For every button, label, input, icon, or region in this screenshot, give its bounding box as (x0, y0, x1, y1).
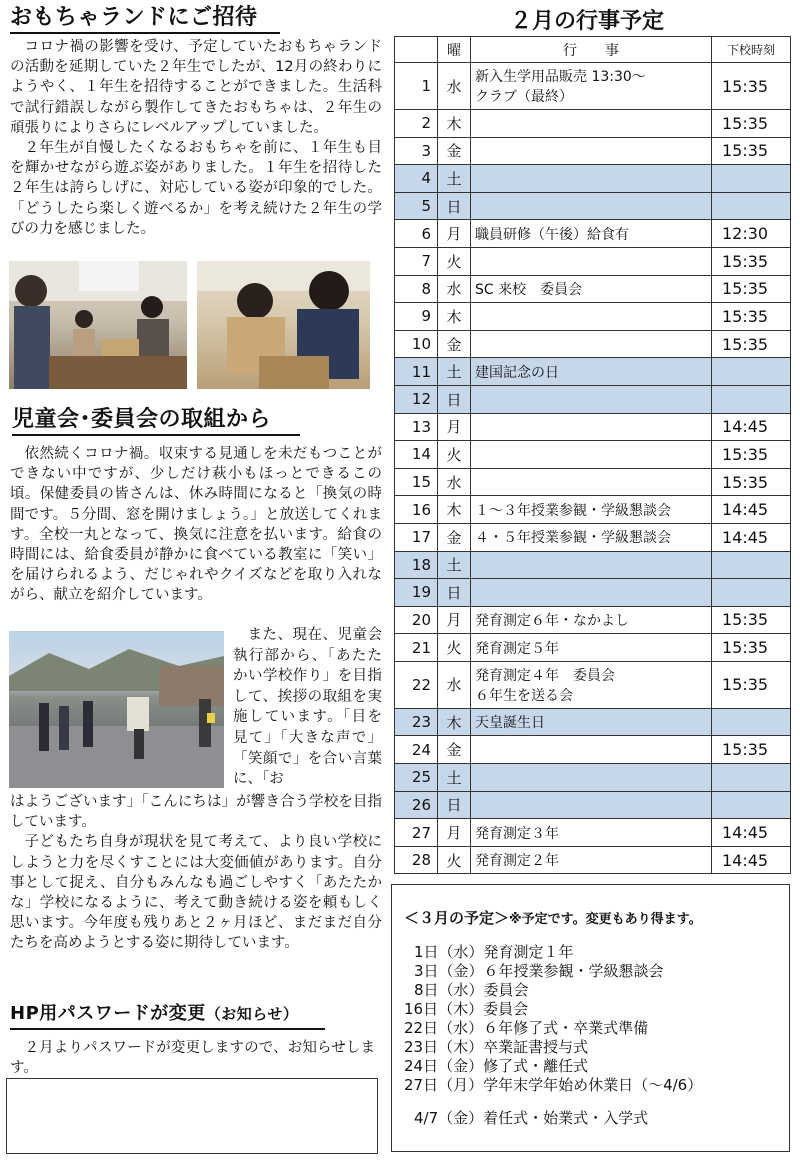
schedule-day: 17 (395, 523, 438, 551)
schedule-row (395, 137, 791, 165)
schedule-time: 15:35 (712, 468, 791, 496)
password-paragraph: ２月よりパスワードが変更しますので、お知らせします。 (10, 1040, 375, 1077)
schedule-event (471, 523, 712, 551)
header-event: 行 事 (471, 37, 712, 63)
schedule-event (471, 441, 712, 469)
schedule-event (471, 661, 712, 708)
schedule-weekday: 水 (438, 63, 471, 110)
schedule-weekday: 火 (438, 441, 471, 469)
schedule-time (712, 791, 791, 819)
schedule-weekday: 金 (438, 736, 471, 764)
schedule-event-line: 発育測定４年 委員会 (475, 667, 615, 684)
schedule-day: 26 (395, 791, 438, 819)
schedule-event (471, 413, 712, 441)
schedule-day: 24 (395, 736, 438, 764)
schedule-day: 27 (395, 819, 438, 847)
toyland-paragraph-2: ２年生が自慢したくなるおもちゃを前に、１年生も目を輝かせながら遊ぶ姿がありました。１年生を招待した２年生は誇らしげに、対応している姿が印象的でした。「どうしたら楽しく遊べるか」を考え続けた２年生の学びの力を感じました。 (10, 140, 382, 237)
schedule-day: 11 (395, 358, 438, 386)
schedule-weekday: 木 (438, 110, 471, 138)
schedule-row (395, 634, 791, 662)
schedule-event-line-2: クラブ（最終） (475, 89, 573, 105)
march-item: 24日（金）修了式・離任式 (404, 1057, 589, 1075)
toyland-heading: おもちゃランドにご招待 (10, 4, 280, 34)
committee-paragraph-1: 依然続くコロナ禍。収束する見通しを未だもつことができない中ですが、少しだけ萩小もほっとできるこの頃。保健委員の皆さんは、休み時間になると「換気の時間です。５分間、窓を開けましょう。」と放送してくれます。全校一丸となって、換気に注意を払います。給食の時間には、給食委員が静かに食べている教室に「笑い」を届けられるよう、だじゃれやクイズなどを取り入れながら、献立を紹介しています。 (10, 446, 382, 604)
password-article (10, 1038, 375, 1078)
schedule-event-line: 天皇誕生日 (475, 715, 545, 732)
schedule-time (712, 551, 791, 579)
schedule-day: 9 (395, 303, 438, 331)
schedule-time (712, 579, 791, 607)
schedule-time (712, 385, 791, 413)
schedule-day: 19 (395, 579, 438, 607)
schedule-weekday: 金 (438, 523, 471, 551)
march-item: 16日（木）委員会 (404, 1000, 529, 1018)
schedule-day: 7 (395, 247, 438, 275)
schedule-time: 15:35 (712, 634, 791, 662)
march-item: 1日（水）発育測定１年 (414, 943, 574, 961)
schedule-event-line: 発育測定３年 (475, 825, 559, 842)
header-dismissal-time: 下校時刻 (712, 37, 791, 63)
schedule-row (395, 764, 791, 792)
march-item: 3日（金）６年授業参観・学級懇談会 (414, 962, 664, 980)
schedule-time: 14:45 (712, 846, 791, 874)
march-schedule-box (391, 884, 790, 1152)
schedule-weekday: 日 (438, 579, 471, 607)
schedule-time: 12:30 (712, 220, 791, 248)
schedule-day: 12 (395, 385, 438, 413)
toyland-photo-left (9, 261, 187, 389)
schedule-row (395, 358, 791, 386)
schedule-row (395, 441, 791, 469)
schedule-weekday: 木 (438, 303, 471, 331)
schedule-event (471, 247, 712, 275)
schedule-event (471, 137, 712, 165)
schedule-event-line: １〜３年授業参観・学級懇談会 (475, 502, 671, 519)
schedule-day: 16 (395, 496, 438, 524)
schedule-weekday: 金 (438, 137, 471, 165)
schedule-event (471, 606, 712, 634)
march-item-entrance: 4/7（金）着任式・始業式・入学式 (414, 1109, 649, 1127)
toyland-paragraph-1: コロナ禍の影響を受け、予定していたおもちゃランドの活動を延期していた２年生でしたが、12月の終わりにようやく、１年生を招待することができました。生活科で試行錯誤しながら製作してきたおもちゃは、２年生の頑張りによりさらにレベルアップしていました。 (10, 39, 382, 136)
schedule-weekday: 土 (438, 551, 471, 579)
schedule-event-line: 発育測定６年・なかよし (475, 612, 629, 629)
schedule-weekday: 火 (438, 634, 471, 662)
schedule-weekday: 土 (438, 358, 471, 386)
schedule-day: 14 (395, 441, 438, 469)
schedule-weekday: 水 (438, 275, 471, 303)
schedule-time (712, 358, 791, 386)
greeting-activity-illustration (9, 631, 224, 788)
schedule-day: 18 (395, 551, 438, 579)
schedule-row (395, 468, 791, 496)
schedule-time: 15:35 (712, 137, 791, 165)
header-day (395, 37, 438, 63)
march-item: 27日（月）学年末学年始め休業日（〜4/6） (404, 1076, 703, 1094)
march-item: 22日（水）６年修了式・卒業式準備 (404, 1019, 649, 1037)
schedule-event-line: ４・５年授業参観・学級懇談会 (475, 530, 671, 547)
schedule-time (712, 192, 791, 220)
children-playing-illustration (9, 261, 187, 389)
schedule-event-line: 建国記念の日 (475, 364, 559, 381)
schedule-row (395, 192, 791, 220)
schedule-row (395, 247, 791, 275)
schedule-event (471, 330, 712, 358)
schedule-weekday: 土 (438, 764, 471, 792)
schedule-event (471, 110, 712, 138)
toyland-article (10, 37, 382, 239)
schedule-day: 23 (395, 708, 438, 736)
schedule-time: 14:45 (712, 523, 791, 551)
schedule-time (712, 165, 791, 193)
password-heading-title: HP用パスワードが変更 (10, 1003, 206, 1024)
schedule-event-line: SC 来校 委員会 (475, 281, 583, 298)
schedule-row (395, 165, 791, 193)
schedule-weekday: 火 (438, 846, 471, 874)
committee-paragraph-2a: また、現在、児童会執行部から、「あたたかい学校作り」を目指して、挨拶の取組を実施しています。「目を見て」「大きな声で」「笑顔で」を合い言葉に、「お (233, 627, 382, 788)
schedule-day: 5 (395, 192, 438, 220)
february-schedule-table (394, 36, 791, 874)
schedule-row (395, 275, 791, 303)
schedule-time: 14:45 (712, 496, 791, 524)
schedule-time (712, 764, 791, 792)
schedule-event (471, 551, 712, 579)
schedule-weekday: 日 (438, 192, 471, 220)
schedule-row (395, 385, 791, 413)
committee-article (10, 444, 382, 606)
schedule-event (471, 63, 712, 110)
schedule-weekday: 水 (438, 661, 471, 708)
password-box (6, 1078, 378, 1154)
schedule-time: 15:35 (712, 275, 791, 303)
schedule-event (471, 385, 712, 413)
schedule-weekday: 日 (438, 791, 471, 819)
schedule-event (471, 708, 712, 736)
schedule-header-row (395, 37, 791, 63)
schedule-weekday: 金 (438, 330, 471, 358)
march-title: ＜３月の予定＞※予定です。変更もあり得ます。 (404, 909, 702, 927)
children-building-illustration (197, 261, 370, 389)
schedule-time: 15:35 (712, 736, 791, 764)
schedule-day: 2 (395, 110, 438, 138)
schedule-row (395, 523, 791, 551)
schedule-time: 15:35 (712, 63, 791, 110)
schedule-weekday: 火 (438, 247, 471, 275)
schedule-row (395, 708, 791, 736)
schedule-weekday: 土 (438, 165, 471, 193)
schedule-event (471, 736, 712, 764)
schedule-weekday: 月 (438, 819, 471, 847)
schedule-event (471, 846, 712, 874)
schedule-event (471, 192, 712, 220)
schedule-row (395, 606, 791, 634)
schedule-row (395, 736, 791, 764)
schedule-weekday: 月 (438, 220, 471, 248)
schedule-event-line: 職員研修（午後）給食有 (475, 226, 629, 243)
schedule-event (471, 303, 712, 331)
schedule-event (471, 496, 712, 524)
schedule-event (471, 468, 712, 496)
schedule-weekday: 水 (438, 468, 471, 496)
schedule-day: 1 (395, 63, 438, 110)
schedule-row (395, 819, 791, 847)
march-note: ※予定です。変更もあり得ます。 (509, 912, 702, 927)
schedule-day: 8 (395, 275, 438, 303)
schedule-event (471, 634, 712, 662)
schedule-event (471, 791, 712, 819)
schedule-row (395, 413, 791, 441)
password-heading-note: （お知らせ） (205, 1005, 299, 1023)
schedule-time: 14:45 (712, 819, 791, 847)
committee-article-cont (10, 792, 382, 954)
schedule-day: 3 (395, 137, 438, 165)
password-heading (10, 1000, 325, 1030)
schedule-day: 28 (395, 846, 438, 874)
schedule-day: 10 (395, 330, 438, 358)
schedule-event (471, 764, 712, 792)
schedule-row (395, 551, 791, 579)
schedule-row (395, 110, 791, 138)
schedule-row (395, 220, 791, 248)
committee-paragraph-2b: はようございます」「こんにちは」が響き合う学校を目指しています。 (10, 794, 382, 831)
committee-paragraph-3: 子どもたち自身が現状を見て考えて、より良い学校にしようと力を尽くすことには大変価値があります。自分事として捉え、自分もみんなも過ごしやすく「あたたかな」学校になるように、考えて動き続ける姿を頼もしく思います。今年度も残りあと２ヶ月ほど、まだまだ自分たちを高めようとする姿に期待しています。 (10, 834, 382, 952)
schedule-time: 15:35 (712, 330, 791, 358)
schedule-day: 20 (395, 606, 438, 634)
schedule-weekday: 木 (438, 708, 471, 736)
schedule-row (395, 661, 791, 708)
schedule-time: 15:35 (712, 303, 791, 331)
schedule-event-line-2: ６年生を送る会 (475, 687, 573, 704)
schedule-weekday: 木 (438, 496, 471, 524)
schedule-row (395, 63, 791, 110)
schedule-time: 14:45 (712, 413, 791, 441)
schedule-event (471, 358, 712, 386)
schedule-row (395, 791, 791, 819)
march-item: 23日（木）卒業証書授与式 (404, 1038, 589, 1056)
schedule-row (395, 579, 791, 607)
toyland-photo-right (197, 261, 370, 389)
header-weekday: 曜 (438, 37, 471, 63)
schedule-time: 15:35 (712, 110, 791, 138)
schedule-time: 15:35 (712, 441, 791, 469)
schedule-weekday: 月 (438, 606, 471, 634)
schedule-row (395, 303, 791, 331)
schedule-title: ２月の行事予定 (510, 9, 665, 34)
schedule-event (471, 165, 712, 193)
schedule-day: 13 (395, 413, 438, 441)
schedule-row (395, 330, 791, 358)
schedule-weekday: 日 (438, 385, 471, 413)
schedule-day: 21 (395, 634, 438, 662)
schedule-day: 4 (395, 165, 438, 193)
schedule-row (395, 846, 791, 874)
schedule-day: 25 (395, 764, 438, 792)
schedule-event (471, 275, 712, 303)
schedule-event (471, 220, 712, 248)
greeting-photo (9, 631, 224, 788)
schedule-time: 15:35 (712, 606, 791, 634)
schedule-time: 15:35 (712, 247, 791, 275)
schedule-day: 22 (395, 661, 438, 708)
schedule-day: 15 (395, 468, 438, 496)
committee-article-wrap (233, 625, 382, 790)
schedule-time (712, 708, 791, 736)
schedule-event-line: 発育測定５年 (475, 640, 559, 657)
schedule-day: 6 (395, 220, 438, 248)
schedule-row (395, 496, 791, 524)
schedule-event-line: 新入生学用品販売 13:30〜 (475, 69, 646, 85)
committee-heading: 児童会･委員会の取組から (12, 406, 300, 436)
schedule-event (471, 579, 712, 607)
march-item: 8日（水）委員会 (414, 981, 529, 999)
schedule-time: 15:35 (712, 661, 791, 708)
schedule-event (471, 819, 712, 847)
schedule-event-line: 発育測定２年 (475, 853, 559, 870)
schedule-weekday: 月 (438, 413, 471, 441)
